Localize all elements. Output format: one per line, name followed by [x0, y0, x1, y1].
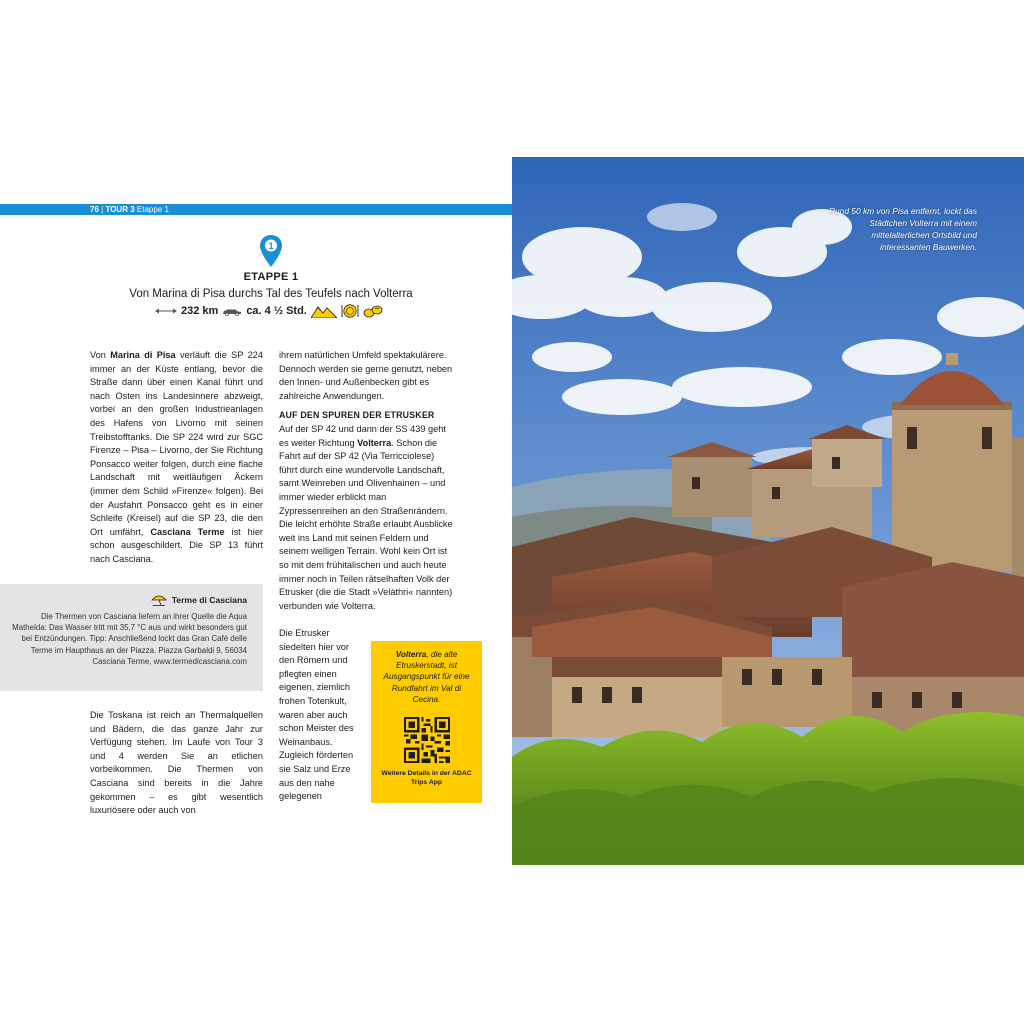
stage-duration: ca. 4 ½ Std. [246, 305, 307, 317]
paragraph-thermal: Die Toskana ist reich an Thermalquellen und Bädern, die das ganze Jahr zur Verfügung stehen. Im Laufe von Tour 3 und 4 werden Sie an etlichen vorbeikommen. Die Thermen von Casciana sind bereits in die Jahre gekommen – es gibt wesentlich luxuriösere oder auch von [90, 710, 263, 816]
mountains-icon [311, 304, 337, 318]
distance-arrows-icon [155, 307, 177, 315]
paragraph-route-start: Von Marina di Pisa verläuft die SP 224 immer an der Küste entlang, bevor die Straße dann über einen Kanal führt und nach Osten ins Landesinnere abzweigt, vorbei an den großen Industrieanlagen des Hafens von Livorno mit seinen Treibstofftanks. Die SP 224 wird zur SGC Firenze – Pisa – Livorno, der Sie Richtung Ponsacco weiter folgen, durch eine flache Landschaft mit weitläufigen Äckern (immer dem Schild »Firenze« folgen). Bei der Ausfahrt Ponsacco geht es in einer Schleife (Kreisel) auf die SP 23, die den Ort umfährt, Casciana Terme ist hier schon ausgeschildert. Die SP 13 führt nach Casciana. [90, 350, 263, 564]
paragraph-volterra: Auf der SP 42 und dann der SS 439 geht es weiter Richtung Volterra. Schon die Fahrt auf der SP 42 (Via Terricciolese) führt durch eine wundervolle Landschaft, samt Weinreben und Olivenhainen – und immer wieder erblickt man Zypressenreihen an den Straßenrändern. Die leicht erhöhte Straße erlaubt Ausblicke weit ins Land mit seinen Feldern und seinem welligen Terrain. Wohl kein Ort ist so mit dem frühitalischen und auch heute immer noch in Teilen rätselhaften Volk der Etrusker (die die Stadt »Velàthri« nannten) verbunden wie Volterra. [279, 423, 453, 611]
qr-code-icon[interactable] [404, 717, 450, 763]
yellow-box-caption: Volterra, die alte Etruskerstadt, ist Ausgangspunkt für eine Rundfahrt im Val di Cecina. [383, 650, 470, 704]
paragraph-continuation: ihrem natürlichen Umfeld spektakulärere. Dennoch werden sie gerne genutzt, neben den Innen- und Außenbecken gibt es zahlreiche Anwendungen. [279, 350, 453, 401]
volterra-illustration [512, 157, 1024, 865]
place-volterra: Volterra [357, 437, 392, 448]
running-head-separator: | [101, 205, 104, 214]
stage-distance: 232 km [181, 305, 219, 317]
app-note: Weitere Details in der ADAC Trips App [381, 770, 472, 786]
place-casciana-terme: Casciana Terme [150, 526, 225, 537]
volterra-photo [512, 157, 1024, 865]
yellow-info-box [371, 641, 482, 803]
info-box-terme [0, 584, 263, 691]
page-number: 76 [90, 205, 99, 214]
text-column-left-bottom [90, 709, 263, 818]
stage-meta [155, 302, 383, 320]
paragraph-etrusker: Die Etrusker siedelten hier vor den Römern und pflegten einen eigenen, ziemlich frohen Totenkult, waren aber auch schon Meister des Weinanbaus. Zugleich förderten sie Salz und Erze aus den nahe gelegenen [279, 628, 354, 802]
photo-caption: Rund 50 km von Pisa entfernt, lockt das Städtchen Volterra mit einem mittelalterlichen Ortsbild und interessanten Bauwerken. [828, 206, 977, 252]
info-box-title: Terme di Casciana [171, 595, 247, 605]
text-column-right-narrow [279, 627, 363, 804]
section-label: Etappe 1 [136, 205, 169, 214]
location-pin-icon [259, 234, 283, 268]
stage-subtitle: Von Marina di Pisa durchs Tal des Teufels nach Volterra [129, 288, 413, 300]
info-box-body: Die Thermen von Casciana liefern an ihrer Quelle die Aqua Mathelda: Das Wasser tritt mit 35,7 °C aus und wirkt besonders gut bei Entzündungen. Tipp: Anschließend lockt das Gran Café delle Terme im Haupthaus an der Piazza. Piazza Garbaldi 9, 56034 Casciana Terme, www.termedicasciana.com [12, 612, 247, 666]
info-box-header [10, 594, 247, 606]
car-icon [222, 307, 242, 316]
food-icon [341, 303, 359, 319]
section-heading-etrusker: AUF DEN SPUREN DER ETRUSKER [279, 410, 435, 421]
beach-umbrella-icon [151, 594, 167, 606]
pin-number: 1 [268, 241, 274, 251]
place-marina-di-pisa: Marina di Pisa [110, 350, 176, 360]
tour-label: TOUR 3 [105, 205, 135, 214]
text-column-right [279, 349, 454, 613]
stage-label: ETAPPE 1 [243, 271, 299, 283]
text-column-left-top [90, 349, 263, 567]
spa-icon [363, 304, 383, 318]
running-head [0, 204, 512, 215]
running-head-text [90, 205, 169, 214]
